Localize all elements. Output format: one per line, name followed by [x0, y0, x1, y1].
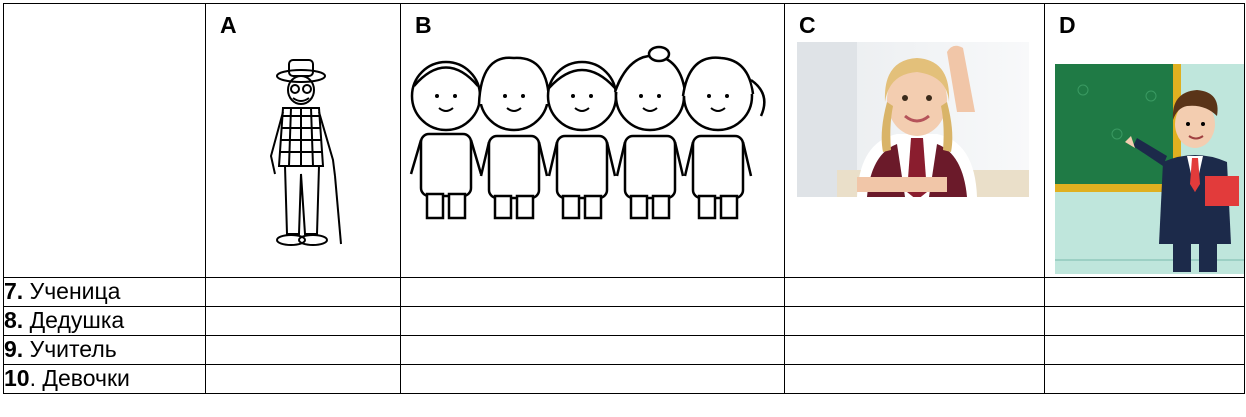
row-label — [4, 278, 206, 307]
answer-cell[interactable] — [785, 307, 1045, 336]
row-number: 7. — [4, 278, 24, 304]
answer-cell[interactable] — [1045, 307, 1245, 336]
answer-cell[interactable] — [206, 307, 401, 336]
row-word: . Девочки — [29, 365, 130, 391]
matching-table — [3, 3, 1245, 394]
answer-cell[interactable] — [785, 365, 1045, 394]
column-b — [401, 4, 785, 278]
schoolgirl-icon — [797, 42, 1029, 197]
answer-cell[interactable] — [206, 365, 401, 394]
answer-cell[interactable] — [1045, 336, 1245, 365]
row-word: Дедушка — [23, 307, 125, 333]
table-row — [4, 365, 1245, 394]
answer-cell[interactable] — [1045, 278, 1245, 307]
children-group-icon — [409, 44, 777, 224]
header-row — [4, 4, 1245, 278]
answer-cell[interactable] — [785, 278, 1045, 307]
column-letter-b: B — [415, 12, 432, 38]
column-letter-c: C — [799, 12, 816, 38]
answer-cell[interactable] — [401, 365, 785, 394]
row-word: Учитель — [23, 336, 117, 362]
answer-cell[interactable] — [206, 278, 401, 307]
answer-cell[interactable] — [206, 336, 401, 365]
table-row — [4, 336, 1245, 365]
table-row — [4, 278, 1245, 307]
row-label — [4, 365, 206, 394]
answer-cell[interactable] — [401, 336, 785, 365]
answer-cell[interactable] — [401, 278, 785, 307]
column-d — [1045, 4, 1245, 278]
row-label — [4, 336, 206, 365]
corner-cell — [4, 4, 206, 278]
teacher-icon — [1055, 64, 1245, 274]
row-number: 8. — [4, 307, 24, 333]
column-letter-d: D — [1059, 12, 1076, 38]
column-letter-a: A — [220, 12, 237, 38]
row-number: 10 — [4, 365, 30, 391]
answer-cell[interactable] — [785, 336, 1045, 365]
grandfather-icon — [261, 56, 356, 251]
column-c — [785, 4, 1045, 278]
answer-cell[interactable] — [1045, 365, 1245, 394]
table-row — [4, 307, 1245, 336]
row-label — [4, 307, 206, 336]
row-word: Ученица — [23, 278, 121, 304]
answer-cell[interactable] — [401, 307, 785, 336]
column-a — [206, 4, 401, 278]
row-number: 9. — [4, 336, 24, 362]
